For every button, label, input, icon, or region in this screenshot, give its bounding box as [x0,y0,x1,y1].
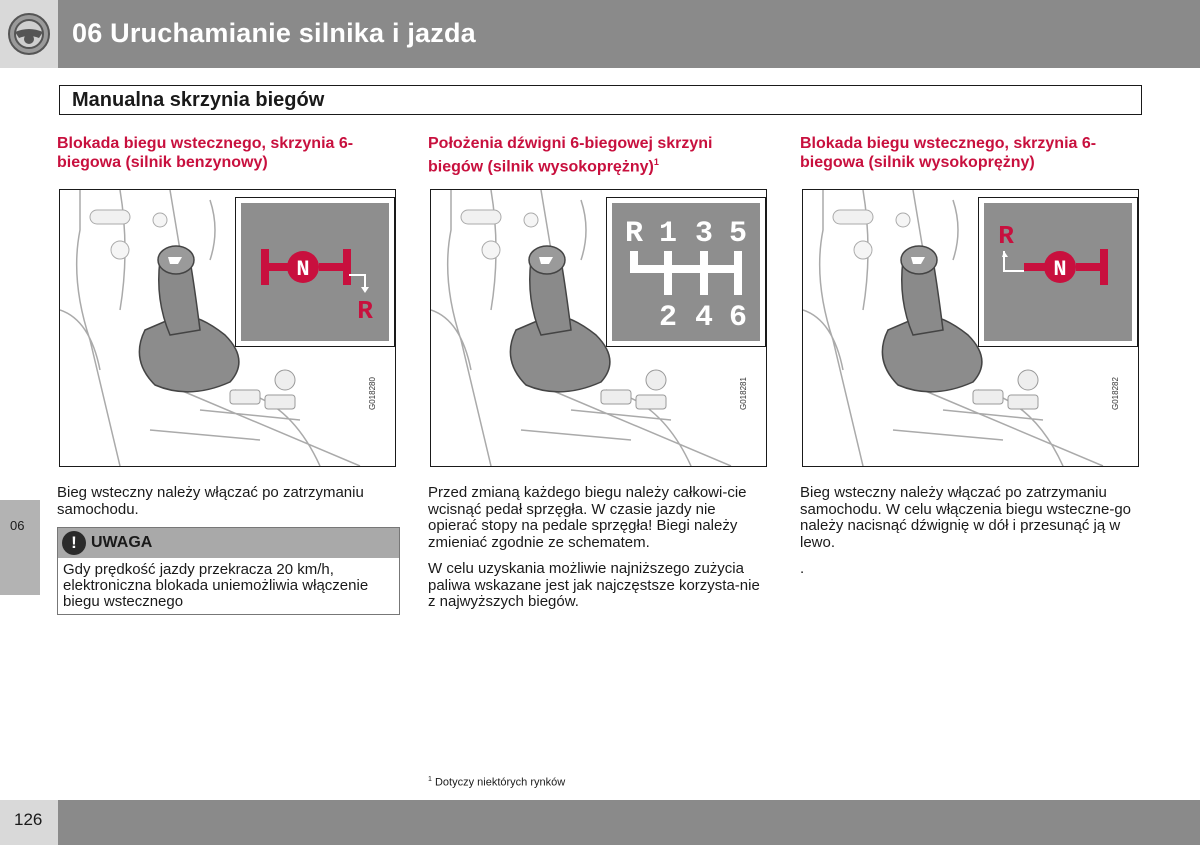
shift-diagram-inset [236,198,394,346]
gear-label-5: 5 [728,217,748,251]
column-gear-positions-diesel [428,134,770,610]
column-heading: Położenia dźwigni 6-biegowej skrzyni biegów (silnik wysokoprężny)$^1$ [428,135,713,176]
column-reverse-lock-diesel [800,134,1142,577]
footnote-marker: 1 [428,776,432,783]
warning-header [58,528,399,558]
gearshift-figure [802,189,1139,467]
paragraph: Bieg wsteczny należy włączać po zatrzymaniu samochodu. W celu włączenia biegu wsteczne-go należy nacisnąć dźwignię w dół i przesunąć ją w lewo. [800,484,1132,551]
neutral-label: N [1053,257,1067,282]
warning-title: UWAGA [91,534,153,551]
shift-pattern-inset [607,198,765,346]
chapter-tab-label: 06 [10,518,25,533]
gear-label-4: 4 [694,301,714,335]
gear-label-r: R [624,217,644,251]
brand-logo [0,0,58,68]
column-reverse-lock-petrol [57,134,399,518]
column-body [57,485,397,528]
reverse-shift-pattern [241,203,389,341]
figure-code: G018280 [368,377,377,410]
paragraph: Bieg wsteczny należy włączać po zatrzymaniu samochodu. [57,484,364,518]
steering-wheel-icon [6,12,52,56]
page-number-box [0,800,58,845]
paragraph: . [800,560,805,577]
reverse-shift-pattern [984,203,1132,341]
section-title: Manualna skrzynia biegów [72,89,325,111]
warning-text: Gdy prędkość jazdy przekracza 20 km/h, elektroniczna blokada uniemożliwia włączenie biegu wstecznego [63,561,369,610]
column-body [428,485,768,621]
warning-box [57,527,400,615]
footnote [428,776,565,789]
footer-band [58,800,1200,845]
shift-diagram-inset [979,198,1137,346]
neutral-label: N [296,257,310,282]
gear-label-1: 1 [658,217,678,251]
column-heading: Blokada biegu wstecznego, skrzynia 6-biegowa (silnik wysokoprężny) [800,135,1097,171]
figure-code: G018281 [739,377,748,410]
paragraph: Przed zmianą każdego biegu należy całkowi-cie wcisnąć pedał sprzęgła. W czasie jazdy nie opierać stopy na pedale sprzęgła! Biegi należy zmieniać zgodnie ze schematem. [428,484,747,551]
page-number: 126 [14,810,43,829]
column-heading: Blokada biegu wstecznego, skrzynia 6-biegowa (silnik benzynowy) [57,135,354,171]
section-header [59,85,1142,115]
column-body [800,485,1140,588]
figure-code: G018282 [1111,377,1120,410]
gearshift-figure [430,189,767,467]
paragraph: W celu uzyskania możliwie najniższego zużycia paliwa wskazane jest jak najczęstsze korzysta-nie z najwyższych biegów. [428,560,760,610]
chapter-side-tab [0,500,40,595]
gear-label-3: 3 [694,217,714,251]
reverse-label: R [357,296,373,326]
footnote-text: Dotyczy niektórych rynków [434,776,566,789]
chapter-title: 06 Uruchamianie silnika i jazda [72,18,476,48]
six-speed-shift-pattern [612,203,760,341]
reverse-label: R [998,221,1014,251]
footnote-marker: 1 [653,157,659,167]
gearshift-figure [59,189,396,467]
gear-label-2: 2 [658,301,678,335]
gear-label-6: 6 [728,301,748,335]
warning-icon: ! [62,531,86,555]
